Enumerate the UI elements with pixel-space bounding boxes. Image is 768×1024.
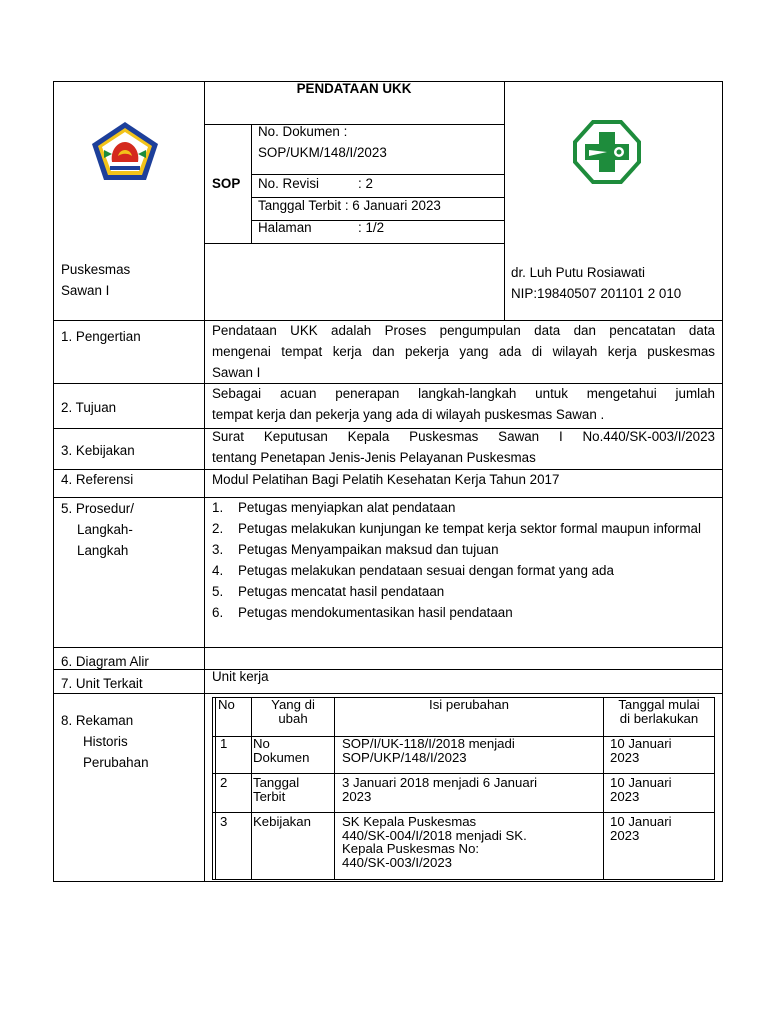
unit-terkait-label: 7. Unit Terkait — [61, 676, 143, 691]
rekaman-label: 8. Rekaman — [61, 713, 134, 728]
sop-label: SOP — [212, 176, 241, 191]
kebijakan-text — [212, 426, 715, 468]
list-item — [212, 581, 715, 602]
unit-terkait-text: Unit kerja — [212, 669, 269, 684]
prosedur-label: Langkah — [77, 543, 129, 558]
org-name-line1: Puskesmas — [61, 262, 131, 277]
table-row-no: 1 — [220, 736, 228, 751]
table-row-change: 3 Januari 2018 menjadi 6 Januari 2023 — [342, 775, 538, 804]
kebijakan-line: Surat Keputusan Kepala Puskesmas Sawan I No.440/SK-003/I/2023 — [212, 429, 715, 444]
prosedur-label: 5. Prosedur/ — [61, 501, 134, 516]
no-revisi-value: : 2 — [358, 176, 373, 191]
history-header-yang-diubah: Yang di ubah — [271, 697, 315, 726]
list-item — [212, 518, 715, 539]
table-row-change: SK Kepala Puskesmas 440/SK-004/I/2018 menjadi SK. Kepala Puskesmas No: 440/SK-003/I/2023 — [342, 814, 527, 870]
list-item — [212, 497, 715, 518]
prosedur-label: Langkah- — [77, 522, 133, 537]
table-row-change: SOP/I/UK-118/I/2018 menjadi SOP/UKP/148/I/2023 — [342, 736, 515, 765]
signer-name: dr. Luh Putu Rosiawati — [511, 265, 645, 280]
referensi-label: 4. Referensi — [61, 472, 134, 487]
tujuan-line: Sebagai acuan penerapan langkah-langkah untuk mengetahui jumlah — [212, 386, 715, 401]
pengertian-line: Pendataan UKK adalah Proses pengumpulan data dan pencatatan data — [212, 323, 715, 338]
tujuan-text — [212, 383, 715, 425]
step-text: Petugas mencatat hasil pendataan — [238, 584, 445, 599]
pengertian-line: mengenai tempat kerja dan pekerja yang ada di wilayah kerja puskesmas — [212, 344, 715, 359]
list-item — [212, 560, 715, 581]
pengertian-label: 1. Pengertian — [61, 329, 141, 344]
step-number: 2. — [212, 521, 224, 536]
tanggal-terbit: Tanggal Terbit : 6 Januari 2023 — [258, 198, 441, 213]
pengertian-line: Sawan I — [212, 365, 261, 380]
step-number: 4. — [212, 563, 224, 578]
kebijakan-label: 3. Kebijakan — [61, 443, 135, 458]
tujuan-line: tempat kerja dan pekerja yang ada di wilayah puskesmas Sawan . — [212, 407, 605, 422]
diagram-alir-label: 6. Diagram Alir — [61, 654, 149, 669]
step-number: 3. — [212, 542, 224, 557]
no-dokumen-value: SOP/UKM/148/I/2023 — [258, 145, 387, 160]
table-row-no: 2 — [220, 775, 228, 790]
org-name-line2: Sawan I — [61, 283, 110, 298]
list-item — [212, 602, 715, 623]
table-row-field: Kebijakan — [253, 814, 311, 829]
step-number: 5. — [212, 584, 224, 599]
history-header-isi-perubahan: Isi perubahan — [429, 697, 509, 712]
regency-emblem-icon — [90, 120, 160, 182]
halaman-value: : 1/2 — [358, 220, 385, 235]
no-dokumen-label: No. Dokumen : — [258, 124, 348, 139]
history-header-tanggal: Tanggal mulai di berlakukan — [618, 697, 700, 726]
step-number: 1. — [212, 500, 224, 515]
step-text: Petugas melakukan kunjungan ke tempat kerja sektor formal maupun informal — [238, 521, 701, 536]
list-item — [212, 539, 715, 560]
table-row-date: 10 Januari 2023 — [610, 814, 672, 843]
tujuan-label: 2. Tujuan — [61, 400, 117, 415]
history-header-no: No — [218, 697, 235, 712]
kebijakan-line: tentang Penetapan Jenis-Jenis Pelayanan Puskesmas — [212, 450, 536, 465]
step-number: 6. — [212, 605, 224, 620]
table-row-date: 10 Januari 2023 — [610, 736, 672, 765]
signer-nip: NIP:19840507 201101 2 010 — [511, 286, 682, 301]
referensi-text: Modul Pelatihan Bagi Pelatih Kesehatan Kerja Tahun 2017 — [212, 472, 560, 487]
document-title: PENDATAAN UKK — [296, 81, 412, 96]
step-text: Petugas melakukan pendataan sesuai dengan format yang ada — [238, 563, 614, 578]
step-text: Petugas menyiapkan alat pendataan — [238, 500, 456, 515]
table-row-date: 10 Januari 2023 — [610, 775, 672, 804]
rekaman-label: Perubahan — [83, 755, 149, 770]
step-text: Petugas mendokumentasikan hasil pendataan — [238, 605, 513, 620]
puskesmas-logo-icon — [573, 120, 641, 184]
table-row-field: Tanggal Terbit — [253, 775, 300, 804]
pengertian-text — [212, 320, 715, 383]
prosedur-steps — [212, 497, 715, 623]
table-row-field: No Dokumen — [253, 736, 310, 765]
rekaman-label: Historis — [83, 734, 128, 749]
table-row-no: 3 — [220, 814, 228, 829]
halaman-label: Halaman — [258, 220, 312, 235]
no-revisi-label: No. Revisi — [258, 176, 320, 191]
step-text: Petugas Menyampaikan maksud dan tujuan — [238, 542, 499, 557]
